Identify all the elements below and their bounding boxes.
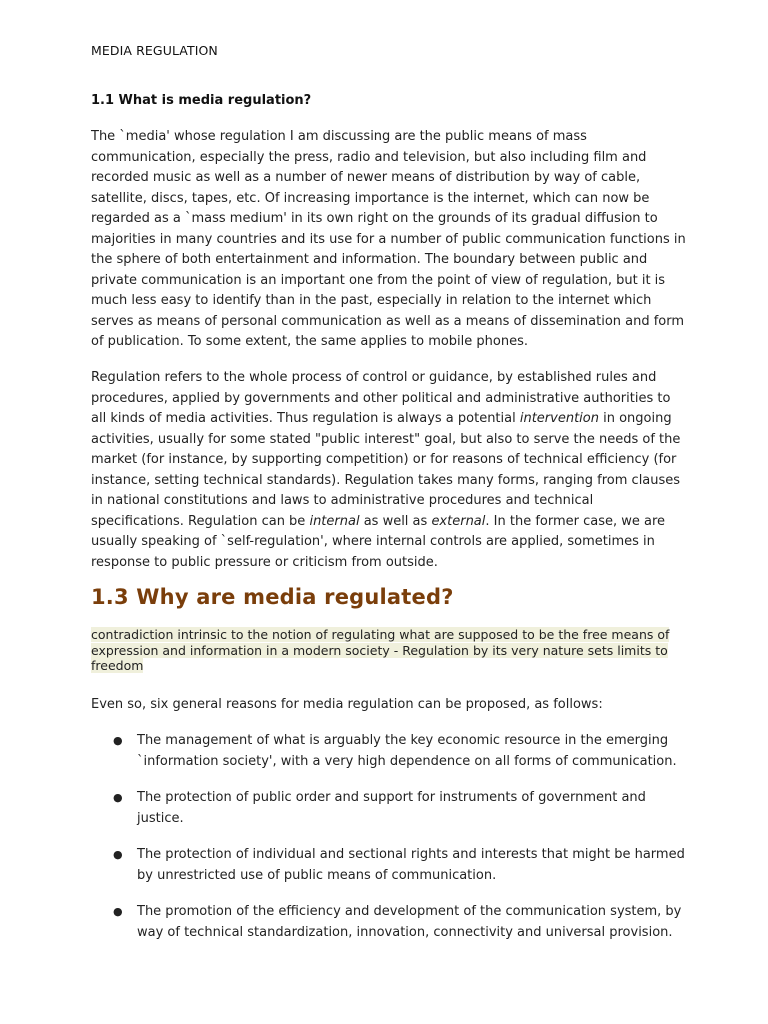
list-item [91,845,687,886]
para2-em-intervention: intervention [519,411,599,426]
list-item [91,788,687,829]
highlighted-quote [91,627,687,674]
list-item [91,902,687,943]
section-title-1-1: 1.1 What is media regulation? [91,93,312,108]
list-item-text: The protection of public order and support for instruments of government and justice. [137,790,646,826]
para2-text-2: in ongoing activities, usually for some stated "public interest" goal, but also to serve the needs of the market (for instance, by supporting competition) or for reasons of technical efficiency (for instance, setting technical standards). Regulation takes many forms, ranging from clauses in national constitutions and laws to administrative procedures and technical specifications. Regulation can be [91,411,681,529]
list-item-text: The promotion of the efficiency and development of the communication system, by way of technical standardization, innovation, connectivity and universal provision. [137,904,682,940]
section-title-1-3: 1.3 Why are media regulated? [91,585,454,609]
bullet-icon: ● [113,905,123,918]
list-item [91,731,687,772]
list-item-text: The protection of individual and sectional rights and interests that might be harmed by unrestricted use of public means of communication. [137,847,685,883]
para2-text-1: Regulation refers to the whole process of control or guidance, by established rules and procedures, applied by governments and other political and administrative authorities to all kinds of media activities. Thus regulation is always a potential [91,370,671,426]
para2-text-4: . In the former case, we are usually speaking of `self-regulation', where internal controls are applied, sometimes in response to public pressure or criticism from outside. [91,513,666,570]
highlighted-quote-text: contradiction intrinsic to the notion of regulating what are supposed to be the free means of expression and information in a modern society - Regulation by its very nature sets limits to freedom [91,627,670,673]
bullet-icon: ● [113,791,123,804]
bullet-icon: ● [113,848,123,861]
reasons-list [91,731,687,959]
para2-em-internal: internal [309,513,360,529]
para2-text-3: as well as [359,513,432,529]
paragraph-six-reasons-intro: Even so, six general reasons for media regulation can be proposed, as follows: [91,697,603,712]
document-header: MEDIA REGULATION [91,43,218,58]
paragraph-regulation-definition [91,368,687,573]
paragraph-media-definition: The `media' whose regulation I am discussing are the public means of mass communication, especially the press, radio and television, but also including film and recorded music as well as a number of newer means of distribution by way of cable, satellite, discs, tapes, etc. Of increasing importance is the internet, which can now be regarded as a `mass medium' in its own right on the grounds of its gradual diffusion to majorities in many countries and its use for a number of public communication functions in the sphere of both entertainment and information. The boundary between public and private communication is an important one from the point of view of regulation, but it is much less easy to identify than in the past, especially in relation to the internet which serves as means of personal communication as well as a means of dissemination and form of publication. To some extent, the same applies to mobile phones. [91,129,686,349]
para2-em-external: external [431,513,486,529]
list-item-text: The management of what is arguably the key economic resource in the emerging `information society', with a very high dependence on all forms of communication. [137,733,677,769]
bullet-icon: ● [113,734,123,747]
